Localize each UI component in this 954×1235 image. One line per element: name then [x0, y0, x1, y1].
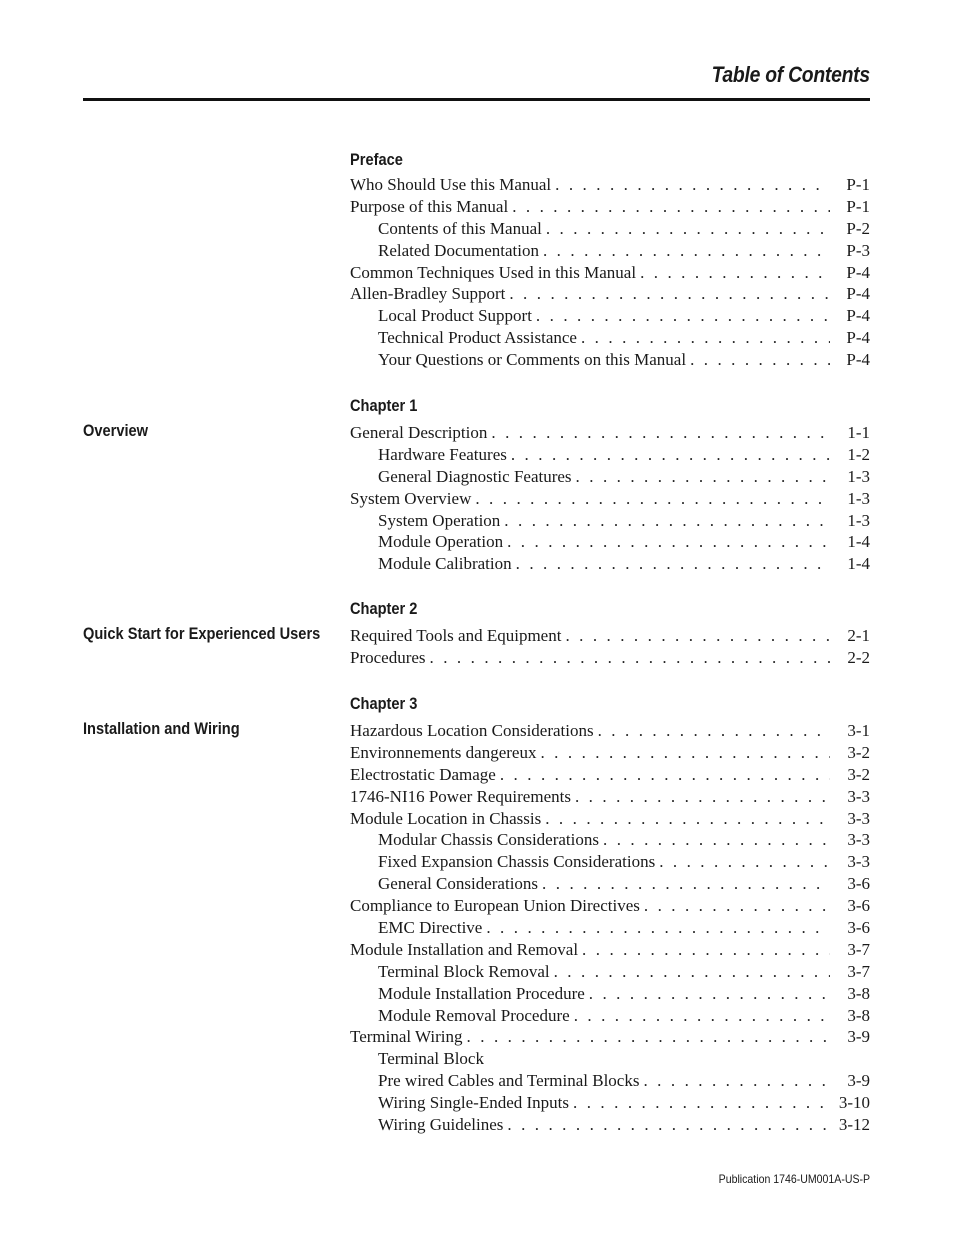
toc-entry[interactable] — [350, 444, 870, 466]
toc-entry[interactable] — [350, 829, 870, 851]
toc-entry-title: Module Installation Procedure — [378, 983, 585, 1003]
toc-entry-title: Common Techniques Used in this Manual — [350, 262, 637, 282]
toc-entry-page: P-1 — [846, 196, 870, 216]
toc-entry[interactable] — [350, 808, 870, 830]
toc-entry-title: Module Location in Chassis — [350, 808, 542, 828]
toc-entry-title: EMC Directive — [378, 918, 483, 938]
dot-leader — [511, 444, 830, 466]
toc-entry-title: System Overview — [350, 488, 472, 508]
toc-entry-title: Related Documentation — [378, 240, 539, 260]
publication-number: Publication 1746-UM001A-US-P — [718, 1172, 870, 1186]
chapter-2-title: Quick Start for Experienced Users — [83, 624, 321, 643]
dot-leader — [509, 283, 830, 305]
dot-leader — [430, 647, 830, 669]
dot-leader — [581, 327, 830, 349]
toc-entry-page: 3-3 — [847, 852, 870, 872]
toc-entry[interactable] — [350, 327, 870, 349]
toc-entry[interactable] — [350, 764, 870, 786]
toc-entry[interactable] — [350, 786, 870, 808]
toc-entry-title: Your Questions or Comments on this Manual — [378, 350, 687, 370]
toc-entry[interactable] — [350, 961, 870, 983]
toc-entry[interactable] — [350, 1092, 870, 1114]
toc-entry-page: P-1 — [846, 175, 870, 194]
toc-entry-title: Local Product Support — [378, 306, 532, 326]
toc-entry-title: System Operation — [378, 510, 501, 530]
toc-entry-page: P-4 — [846, 350, 870, 370]
section-heading-chapter-3: Chapter 3 — [350, 694, 418, 713]
toc-entry-title: Allen-Bradley Support — [350, 284, 506, 304]
toc-entry-page: 1-3 — [847, 466, 870, 486]
dot-leader — [690, 349, 830, 371]
dot-leader — [545, 808, 830, 830]
toc-entry-title: Module Operation — [378, 532, 504, 552]
dot-leader — [500, 764, 830, 786]
toc-entry-page: 3-6 — [847, 874, 870, 894]
toc-entry[interactable] — [350, 196, 870, 218]
toc-entry-title: Contents of this Manual — [378, 218, 542, 238]
dot-leader — [507, 531, 830, 553]
toc-entry-page: 3-12 — [838, 1115, 870, 1135]
toc-entry-title: Terminal Wiring — [350, 1027, 463, 1047]
section-heading-chapter-1: Chapter 1 — [350, 396, 418, 415]
toc-entry[interactable] — [350, 647, 870, 669]
toc-entry-title: Procedures — [350, 647, 426, 667]
toc-list-chapter-2 — [350, 625, 870, 669]
dot-leader — [640, 262, 830, 284]
toc-entry[interactable] — [350, 1005, 870, 1027]
toc-entry-title: Purpose of this Manual — [350, 196, 509, 216]
toc-entry-page: 3-2 — [847, 742, 870, 762]
dot-leader — [644, 895, 830, 917]
dot-leader — [543, 240, 830, 262]
toc-entry-page: 3-6 — [847, 896, 870, 916]
toc-entry[interactable] — [350, 1026, 870, 1048]
toc-entry-page: 3-9 — [847, 1071, 870, 1091]
toc-entry-title: Module Installation and Removal — [350, 939, 579, 959]
toc-entry-page: 3-10 — [838, 1093, 870, 1113]
toc-entry[interactable] — [350, 531, 870, 553]
toc-entry-page: 3-3 — [847, 830, 870, 850]
dot-leader — [573, 1092, 830, 1114]
toc-entry-title: Terminal Block — [378, 1049, 484, 1069]
toc-entry-page: P-4 — [846, 328, 870, 348]
toc-entry-title: Terminal Block Removal — [378, 961, 550, 981]
toc-entry-title: Environnements dangereux — [350, 742, 537, 762]
dot-leader — [504, 510, 830, 532]
dot-leader — [507, 1114, 830, 1136]
dot-leader — [589, 983, 830, 1005]
toc-entry-page: P-4 — [846, 262, 870, 282]
header-rule — [83, 98, 870, 101]
toc-entry[interactable] — [350, 720, 870, 742]
toc-entry-page: P-4 — [846, 284, 870, 304]
dot-leader — [542, 873, 830, 895]
toc-entry-title: General Considerations — [378, 874, 539, 894]
toc-entry-page: 3-7 — [847, 961, 870, 981]
toc-entry-page: 3-6 — [847, 918, 870, 938]
toc-entry-title: Hazardous Location Considerations — [350, 721, 594, 740]
dot-leader — [555, 174, 830, 196]
toc-entry-page: 2-1 — [847, 626, 870, 645]
toc-entry-title: Who Should Use this Manual — [350, 175, 552, 194]
dot-leader — [546, 218, 830, 240]
dot-leader — [540, 742, 830, 764]
section-heading-chapter-2: Chapter 2 — [350, 599, 418, 618]
dot-leader — [565, 625, 830, 647]
toc-entry-page: P-3 — [846, 240, 870, 260]
toc-entry[interactable] — [350, 917, 870, 939]
toc-entry-page: 3-3 — [847, 786, 870, 806]
toc-entry-title: Module Removal Procedure — [378, 1005, 570, 1025]
toc-entry-page: 3-8 — [847, 983, 870, 1003]
toc-entry[interactable] — [350, 742, 870, 764]
toc-entry-page: 1-2 — [847, 444, 870, 464]
dot-leader — [582, 939, 830, 961]
toc-entry[interactable] — [350, 1114, 870, 1136]
dot-leader — [512, 196, 830, 218]
dot-leader — [491, 422, 830, 444]
toc-entry[interactable] — [350, 240, 870, 262]
toc-entry[interactable] — [350, 939, 870, 961]
toc-entry[interactable] — [350, 983, 870, 1005]
toc-entry[interactable] — [350, 1070, 870, 1092]
toc-list-chapter-1 — [350, 422, 870, 575]
toc-entry-title: Technical Product Assistance — [378, 328, 577, 348]
toc-entry-page: 1-3 — [847, 488, 870, 508]
toc-list-preface — [350, 174, 870, 371]
dot-leader — [467, 1026, 830, 1048]
toc-entry[interactable] — [350, 488, 870, 510]
toc-entry-page: 3-8 — [847, 1005, 870, 1025]
toc-entry[interactable] — [350, 174, 870, 196]
toc-entry[interactable] — [350, 895, 870, 917]
toc-entry-title: General Description — [350, 423, 488, 442]
toc-entry-title: Wiring Single-Ended Inputs — [378, 1093, 570, 1113]
dot-leader — [536, 305, 830, 327]
toc-entry-page: 1-4 — [847, 554, 870, 574]
toc-entry[interactable] — [350, 262, 870, 284]
toc-entry-page: P-4 — [846, 306, 870, 326]
toc-entry-title: Wiring Guidelines — [378, 1115, 504, 1135]
page-title: Table of Contents — [711, 62, 870, 87]
dot-leader — [659, 851, 830, 873]
toc-entry[interactable] — [350, 422, 870, 444]
dot-leader — [574, 1005, 830, 1027]
dot-leader — [516, 553, 830, 575]
section-heading-preface: Preface — [350, 150, 403, 169]
toc-entry[interactable] — [350, 851, 870, 873]
toc-entry[interactable] — [350, 625, 870, 647]
toc-entry-title: Module Calibration — [378, 554, 512, 574]
toc-entry-page: 3-3 — [847, 808, 870, 828]
toc-entry-page: 1-4 — [847, 532, 870, 552]
toc-entry-title: Electrostatic Damage — [350, 764, 496, 784]
toc-entry-title: Required Tools and Equipment — [350, 626, 562, 645]
dot-leader — [643, 1070, 830, 1092]
toc-entry[interactable] — [350, 283, 870, 305]
toc-entry[interactable] — [350, 1048, 870, 1070]
toc-entry-title: General Diagnostic Features — [378, 466, 572, 486]
toc-entry[interactable] — [350, 218, 870, 240]
toc-entry-title: Compliance to European Union Directives — [350, 896, 640, 916]
toc-entry-page: 3-2 — [847, 764, 870, 784]
toc-entry-title: Modular Chassis Considerations — [378, 830, 599, 850]
toc-entry-page: P-2 — [846, 218, 870, 238]
toc-entry[interactable] — [350, 466, 870, 488]
toc-entry-title: Pre wired Cables and Terminal Blocks — [378, 1071, 640, 1091]
toc-entry-title: Hardware Features — [378, 444, 507, 464]
toc-entry-page: 2-2 — [847, 647, 870, 667]
dot-leader — [598, 720, 830, 742]
dot-leader — [475, 488, 830, 510]
chapter-3-title: Installation and Wiring — [83, 719, 240, 738]
toc-entry[interactable] — [350, 553, 870, 575]
toc-entry-page: 3-1 — [847, 721, 870, 740]
dot-leader — [486, 917, 830, 939]
chapter-1-title: Overview — [83, 421, 149, 440]
dot-leader — [603, 829, 830, 851]
toc-entry-title: Fixed Expansion Chassis Considerations — [378, 852, 656, 872]
toc-entry[interactable] — [350, 349, 870, 371]
toc-entry[interactable] — [350, 510, 870, 532]
dot-leader — [554, 961, 830, 983]
toc-entry-page: 3-7 — [847, 939, 870, 959]
toc-entry-title: 1746-NI16 Power Requirements — [350, 786, 571, 806]
toc-entry[interactable] — [350, 305, 870, 327]
toc-entry-page: 1-3 — [847, 510, 870, 530]
toc-entry-page: 1-1 — [847, 423, 870, 442]
toc-entry-page: 3-9 — [847, 1027, 870, 1047]
dot-leader — [576, 466, 830, 488]
toc-entry[interactable] — [350, 873, 870, 895]
toc-list-chapter-3 — [350, 720, 870, 1136]
dot-leader — [575, 786, 830, 808]
